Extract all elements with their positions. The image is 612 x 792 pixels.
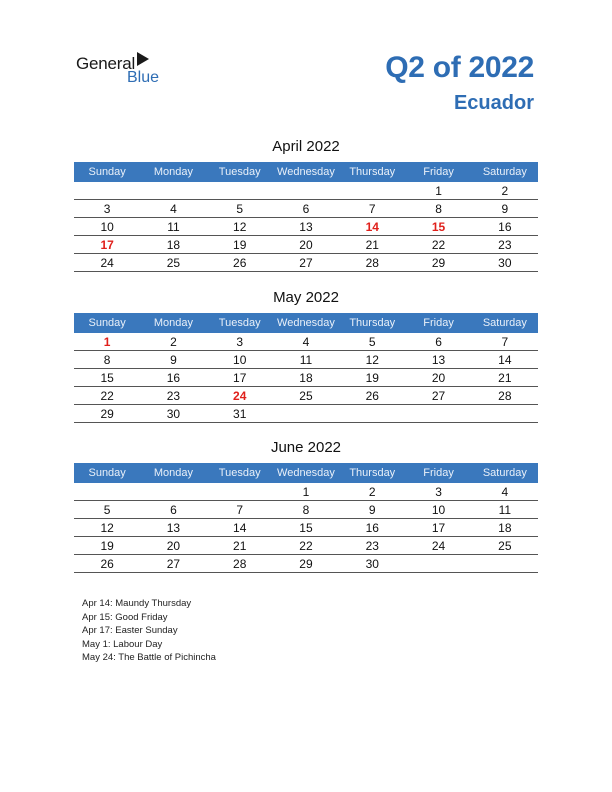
week-row <box>74 387 538 405</box>
day-cell: 30 <box>498 256 512 270</box>
day-cell: 5 <box>103 503 111 517</box>
week-row <box>74 236 538 254</box>
day-cell: 31 <box>233 407 247 421</box>
weekday-label: Wednesday <box>277 467 335 479</box>
day-cell: 1 <box>435 184 442 198</box>
day-cell: 22 <box>299 539 313 553</box>
day-cell: 19 <box>100 539 114 553</box>
day-cell <box>273 405 339 422</box>
day-cell: 15 <box>299 521 313 535</box>
day-cell: 12 <box>365 353 379 367</box>
weekday-label: Monday <box>153 166 193 178</box>
day-cell: 16 <box>365 521 379 535</box>
month-calendar-april <box>74 135 538 272</box>
weekday-label: Wednesday <box>277 166 335 178</box>
week-row <box>74 333 538 351</box>
day-cell: 25 <box>498 539 512 553</box>
day-cell: 3 <box>103 202 111 216</box>
day-cell: 12 <box>100 521 114 535</box>
day-cell: 20 <box>431 371 446 385</box>
weekday-label: Monday <box>153 317 193 329</box>
week-row <box>74 483 538 501</box>
weekday-label: Thursday <box>349 467 396 479</box>
week-row <box>74 351 538 369</box>
weekday-label: Saturday <box>482 467 527 479</box>
day-cell: 16 <box>498 220 512 234</box>
day-cell <box>273 182 339 199</box>
day-cell: 14 <box>498 353 512 367</box>
day-cell <box>472 555 538 572</box>
day-cell: 5 <box>368 335 376 349</box>
day-cell: 26 <box>233 256 247 270</box>
day-cell <box>74 182 140 199</box>
week-row <box>74 182 538 200</box>
day-cell <box>339 405 405 422</box>
day-cell: 3 <box>236 335 244 349</box>
day-cell: 6 <box>435 335 442 349</box>
day-cell: 4 <box>302 335 310 349</box>
quarter-title: Q2 of 2022 <box>385 51 534 84</box>
day-cell: 12 <box>233 220 247 234</box>
weekday-label: Thursday <box>349 317 396 329</box>
day-cell: 26 <box>365 389 379 403</box>
day-cell <box>405 405 471 422</box>
day-cell: 22 <box>431 238 446 252</box>
weekday-label: Friday <box>423 467 454 479</box>
day-cell <box>140 182 206 199</box>
day-cell: 19 <box>233 238 247 252</box>
day-cell: 20 <box>166 539 181 553</box>
day-cell: 19 <box>365 371 379 385</box>
holiday-item: Apr 17: Easter Sunday <box>82 625 178 636</box>
holiday-item: Apr 15: Good Friday <box>82 611 168 623</box>
country-title: Ecuador <box>453 92 534 114</box>
day-cell: 8 <box>302 503 310 517</box>
day-cell: 17 <box>431 521 446 535</box>
day-cell: 8 <box>103 353 111 367</box>
day-cell: 20 <box>299 238 313 252</box>
day-cell: 21 <box>498 371 512 385</box>
day-cell: 9 <box>368 503 376 517</box>
weeks-container <box>74 182 538 272</box>
holiday-list <box>82 597 216 665</box>
day-cell: 29 <box>100 407 114 421</box>
holiday-item: May 1: Labour Day <box>82 638 163 650</box>
month-title: April 2022 <box>272 138 340 155</box>
day-cell: 15 <box>431 220 446 234</box>
day-cell: 21 <box>365 238 379 252</box>
logo-blue-text: Blue <box>127 69 160 86</box>
day-cell: 10 <box>233 353 247 367</box>
weekday-label: Saturday <box>482 317 527 329</box>
day-cell: 2 <box>170 335 177 349</box>
day-cell: 28 <box>365 256 379 270</box>
weekday-label: Friday <box>423 317 454 329</box>
day-cell: 10 <box>431 503 446 517</box>
day-cell: 14 <box>365 220 379 234</box>
weekday-label: Friday <box>423 166 454 178</box>
day-cell: 4 <box>170 202 177 216</box>
day-cell <box>339 182 405 199</box>
weekday-label: Monday <box>153 467 193 479</box>
day-cell: 23 <box>166 389 181 403</box>
week-row <box>74 405 538 423</box>
week-row <box>74 254 538 272</box>
day-cell: 23 <box>498 238 512 252</box>
day-cell: 4 <box>501 485 509 499</box>
day-cell: 7 <box>368 202 376 216</box>
holiday-item: May 24: The Battle of Pichincha <box>82 652 216 663</box>
weeks-container <box>74 483 538 573</box>
day-cell <box>140 483 206 500</box>
weekday-label: Sunday <box>88 166 126 178</box>
day-cell <box>405 555 471 572</box>
day-cell: 29 <box>299 557 313 571</box>
day-cell: 21 <box>233 539 247 553</box>
logo-general-text: General <box>76 54 136 73</box>
month-calendar-june <box>74 436 538 573</box>
day-cell: 29 <box>431 256 446 270</box>
week-row <box>74 501 538 519</box>
week-row <box>74 555 538 573</box>
day-cell: 26 <box>100 557 114 571</box>
day-cell: 9 <box>501 202 509 216</box>
day-cell: 30 <box>166 407 181 421</box>
day-cell: 28 <box>233 557 247 571</box>
day-cell: 22 <box>100 389 114 403</box>
logo-triangle-icon <box>137 52 149 66</box>
day-cell: 13 <box>166 521 181 535</box>
day-cell: 10 <box>100 220 114 234</box>
day-cell: 27 <box>166 557 181 571</box>
weekday-header-row <box>74 463 538 483</box>
day-cell: 6 <box>302 202 310 216</box>
day-cell: 2 <box>368 485 376 499</box>
weekday-label: Wednesday <box>277 317 335 329</box>
day-cell: 27 <box>299 256 313 270</box>
day-cell: 7 <box>236 503 244 517</box>
month-title: June 2022 <box>270 439 342 456</box>
day-cell: 11 <box>167 220 180 234</box>
week-row <box>74 218 538 236</box>
day-cell: 16 <box>166 371 181 385</box>
day-cell <box>74 483 140 500</box>
weekday-label: Sunday <box>88 467 126 479</box>
day-cell: 2 <box>501 184 509 198</box>
day-cell: 7 <box>501 335 509 349</box>
day-cell <box>207 483 273 500</box>
day-cell: 1 <box>302 485 310 499</box>
weekday-label: Saturday <box>482 166 527 178</box>
month-calendar-may <box>74 286 538 423</box>
day-cell: 1 <box>103 335 111 349</box>
generalblue-logo <box>76 52 176 88</box>
day-cell: 5 <box>236 202 244 216</box>
month-title: May 2022 <box>273 289 339 306</box>
day-cell: 17 <box>233 371 247 385</box>
day-cell: 18 <box>166 238 181 252</box>
day-cell: 25 <box>166 256 181 270</box>
day-cell: 11 <box>299 353 313 367</box>
day-cell: 15 <box>100 371 114 385</box>
day-cell: 24 <box>100 256 114 270</box>
day-cell: 3 <box>435 485 442 499</box>
day-cell: 13 <box>431 353 446 367</box>
weekday-label: Tuesday <box>218 317 261 329</box>
day-cell: 8 <box>435 202 442 216</box>
weekday-label: Thursday <box>349 166 396 178</box>
week-row <box>74 519 538 537</box>
day-cell: 30 <box>365 557 379 571</box>
weekday-label: Tuesday <box>218 166 261 178</box>
day-cell <box>472 405 538 422</box>
weekday-label: Sunday <box>88 317 126 329</box>
week-row <box>74 537 538 555</box>
day-cell: 23 <box>365 539 379 553</box>
day-cell: 18 <box>498 521 512 535</box>
day-cell <box>207 182 273 199</box>
week-row <box>74 200 538 218</box>
weekday-header-row <box>74 162 538 182</box>
week-row <box>74 369 538 387</box>
day-cell: 27 <box>431 389 446 403</box>
day-cell: 28 <box>498 389 512 403</box>
day-cell: 6 <box>170 503 177 517</box>
day-cell: 14 <box>233 521 247 535</box>
weekday-label: Tuesday <box>218 467 261 479</box>
day-cell: 9 <box>170 353 177 367</box>
day-cell: 18 <box>299 371 313 385</box>
day-cell: 11 <box>498 503 512 517</box>
weeks-container <box>74 333 538 423</box>
day-cell: 17 <box>100 238 114 252</box>
day-cell: 24 <box>233 389 247 403</box>
day-cell: 25 <box>299 389 313 403</box>
day-cell: 24 <box>431 539 446 553</box>
weekday-header-row <box>74 313 538 333</box>
holiday-item: Apr 14: Maundy Thursday <box>82 598 192 609</box>
day-cell: 13 <box>299 220 313 234</box>
